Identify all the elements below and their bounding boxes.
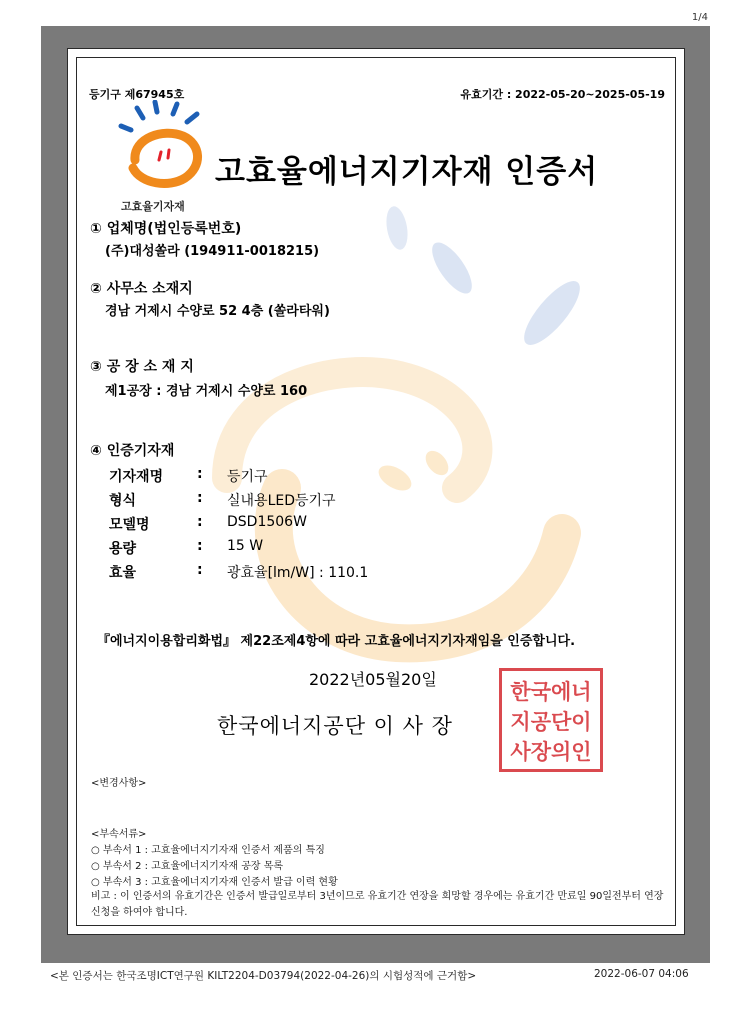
attachment-item: ○ 부속서 1 : 고효율에너지기자재 인증서 제품의 특징 [91,845,325,856]
certificate-inner-border [76,57,676,926]
office-address: 경남 거제시 수양로 52 4층 (쏠라타워) [105,304,330,319]
certificate [67,48,685,935]
field-label-capacity: 용량 [109,541,137,557]
section-office-heading: ② 사무소 소재지 [90,281,193,297]
field-label-efficiency: 효율 [109,565,137,581]
footer-test-reference: <본 인증서는 한국조명ICT연구원 KILT2204-D03794(2022-04-26)의 시험성적에 근거함> [50,970,477,982]
validity-period: 유효기간 : 2022-05-20~2025-05-19 [460,88,665,101]
issue-date: 2022년05월20일 [309,670,437,689]
field-colon: : [197,490,203,506]
section-factory-heading: ③ 공 장 소 재 지 [90,359,194,375]
logo-text: 고효율기자재 [121,200,185,213]
factory-address: 제1공장 : 경남 거제시 수양로 160 [105,384,308,399]
company-name: (주)대성쏠라 (194911-0018215) [105,244,320,259]
field-value-name: 등기구 [227,469,268,485]
attachments-heading: <부속서류> [91,829,147,840]
field-colon: : [197,466,203,482]
certificate-title: 고효율에너지기자재 인증서 [215,154,599,190]
field-value-type: 실내용LED등기구 [227,493,336,509]
field-value-capacity: 15 W [227,538,264,554]
field-value-efficiency: 광효율[lm/W] : 110.1 [227,565,369,581]
page-number: 1/4 [691,12,708,23]
field-label-model: 모델명 [109,517,150,533]
seal-line: 사장의인 [510,740,592,764]
certification-statement: 『에너지이용합리화법』 제22조제4항에 따라 고효율에너지기자재임을 인증합니다. [97,634,576,649]
changes-heading: <변경사항> [91,778,147,789]
attachment-item: ○ 부속서 2 : 고효율에너지기자재 공장 목록 [91,861,284,872]
remark-note: 비고 : 이 인증서의 유효기간은 인증서 발급일로부터 3년이므로 유효기간 연장을 희망할 경우에는 유효기간 만료일 90일전부터 연장신청을 하여야 합니다. [91,891,664,918]
section-company-heading: ① 업체명(법인등록번호) [90,221,242,237]
field-colon: : [197,562,203,578]
attachment-item: ○ 부속서 3 : 고효율에너지기자재 인증서 발급 이력 현황 [91,877,338,888]
official-seal [499,668,603,772]
registration-number: 등기구 제67945호 [89,88,185,101]
section-equipment-heading: ④ 인증기자재 [90,443,175,459]
field-value-model: DSD1506W [227,514,307,530]
seal-line: 한국에너 [510,680,592,704]
seal-line: 지공단이 [510,710,592,734]
issuer: 한국에너지공단 이 사 장 [217,714,453,738]
field-label-name: 기자재명 [109,469,164,485]
field-colon: : [197,538,203,554]
footer-timestamp: 2022-06-07 04:06 [594,968,689,980]
field-colon: : [197,514,203,530]
smile-logo-icon [113,100,213,210]
field-label-type: 형식 [109,493,137,509]
